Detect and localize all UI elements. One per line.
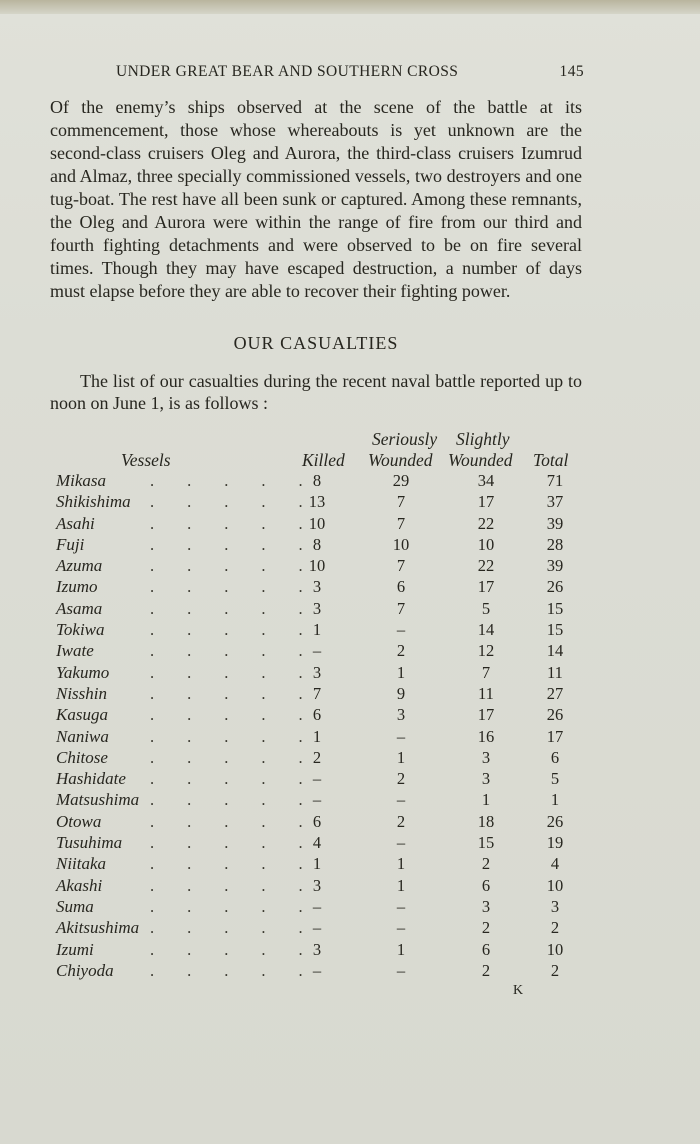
seriously-wounded-cell: 29 [392,471,410,490]
leader-dots: . . . . . [150,598,303,618]
killed-cell: 3 [312,939,322,959]
table-row [0,599,700,620]
header-vessels: Vessels [121,450,171,470]
seriously-wounded-cell: – [396,790,406,810]
table-row [0,663,700,684]
killed-cell: 4 [312,833,322,853]
header-seriously-wounded: Wounded [368,450,433,470]
seriously-wounded-cell: 7 [396,598,406,618]
vessel-name: Izumi [56,939,94,959]
slightly-wounded-cell: 17 [477,705,495,725]
table-row [0,812,700,833]
running-head-title: UNDER GREAT BEAR AND SOUTHERN CROSS [116,63,459,80]
table-row [0,535,700,556]
header-slightly-wounded: Wounded [448,450,513,470]
total-cell: 26 [546,811,564,831]
seriously-wounded-cell: 1 [396,662,406,682]
slightly-wounded-cell: 14 [477,620,495,640]
leader-dots: . . . . . [150,620,303,640]
killed-cell: – [312,918,322,938]
slightly-wounded-cell: 3 [481,896,491,916]
total-cell: 2 [550,960,560,980]
running-head [50,63,584,83]
killed-cell: 3 [312,875,322,895]
total-cell: 39 [546,556,564,576]
seriously-wounded-cell: – [396,896,406,916]
leader-dots: . . . . . [150,854,303,874]
killed-cell: 8 [312,471,322,490]
table-row [0,854,700,875]
table-row [0,748,700,769]
table-row [0,876,700,897]
body-paragraph-text: Of the enemy’s ships observed at the scene of the battle at its commencement, those whose whereabouts is yet unknown are the second-class cruisers Oleg and Aurora, the third-class cruisers Izumrud and Almaz, three specially commissioned vessels, two destroyers and one tug-boat. The rest have all been sunk or captured. Among these remnants, the Oleg and Aurora were within the range of fire from our third and fourth fighting detachments and were observed to be on fire several times. Though they may have escaped destruction, a number of days must elapse before they are able to recover their fighting power. [50,97,582,301]
leader-dots: . . . . . [150,747,303,767]
killed-cell: – [312,896,322,916]
seriously-wounded-cell: – [396,726,406,746]
slightly-wounded-cell: 11 [478,683,494,703]
table-row [0,471,700,492]
table-row [0,684,700,705]
vessel-name: Nisshin [56,683,108,703]
vessel-name: Suma [56,896,94,916]
seriously-wounded-cell: 10 [392,534,410,554]
vessel-name: Mikasa [56,471,107,490]
seriously-wounded-cell: 9 [396,683,406,703]
killed-cell: 10 [308,556,326,576]
leader-dots: . . . . . [150,726,303,746]
seriously-wounded-cell: – [396,960,406,980]
total-cell: 28 [546,534,564,554]
slightly-wounded-cell: 22 [477,556,495,576]
seriously-wounded-cell: 2 [396,641,406,661]
slightly-wounded-cell: 22 [477,513,495,533]
slightly-wounded-cell: 34 [477,471,495,490]
total-cell: 37 [546,492,564,512]
leader-dots: . . . . . [150,790,303,810]
total-cell: 14 [546,641,564,661]
seriously-wounded-cell: – [396,918,406,938]
slightly-wounded-cell: 3 [481,769,491,789]
vessel-name: Tusuhima [56,833,123,853]
slightly-wounded-cell: 16 [477,726,495,746]
total-cell: 19 [546,833,564,853]
seriously-wounded-cell: 6 [396,577,406,597]
vessel-name: Asahi [56,513,95,533]
vessel-name: Niitaka [56,854,107,874]
header-total: Total [533,450,569,470]
vessel-name: Akitsushima [56,918,140,938]
vessel-name: Iwate [56,641,94,661]
total-cell: 6 [550,747,560,767]
vessel-name: Otowa [56,811,102,831]
leader-dots: . . . . . [150,960,303,980]
total-cell: 1 [550,790,560,810]
killed-cell: 6 [312,705,322,725]
leader-dots: . . . . . [150,556,303,576]
vessel-name: Fuji [56,534,85,554]
slightly-wounded-cell: 2 [481,854,491,874]
seriously-wounded-cell: 2 [396,811,406,831]
body-paragraph [50,96,582,303]
killed-cell: 10 [308,513,326,533]
table-row [0,918,700,939]
vessel-name: Izumo [56,577,98,597]
leader-dots: . . . . . [150,918,303,938]
vessel-name: Azuma [56,556,103,576]
leader-dots: . . . . . [150,577,303,597]
slightly-wounded-cell: 17 [477,577,495,597]
total-cell: 26 [546,705,564,725]
slightly-wounded-cell: 15 [477,833,495,853]
table-row [0,705,700,726]
table-row [0,790,700,811]
total-cell: 5 [550,769,560,789]
leader-dots: . . . . . [150,833,303,853]
vessel-name: Kasuga [56,705,108,725]
vessel-name: Hashidate [56,769,126,789]
total-cell: 15 [546,598,564,618]
vessel-name: Akashi [56,875,103,895]
seriously-wounded-cell: 7 [396,556,406,576]
leader-dots: . . . . . [150,811,303,831]
vessel-name: Chitose [56,747,108,767]
section-heading: OUR CASUALTIES [233,333,399,353]
slightly-wounded-cell: 7 [481,662,491,682]
table-row [0,641,700,662]
table-row [0,940,700,961]
slightly-wounded-cell: 2 [481,918,491,938]
header-slightly: Slightly [456,429,510,449]
table-row [0,577,700,598]
slightly-wounded-cell: 1 [481,790,491,810]
slightly-wounded-cell: 10 [477,534,495,554]
seriously-wounded-cell: 7 [396,492,406,512]
total-cell: 3 [550,896,560,916]
total-cell: 15 [546,620,564,640]
seriously-wounded-cell: 1 [396,875,406,895]
vessel-name: Asama [56,598,103,618]
killed-cell: – [312,960,322,980]
leader-dots: . . . . . [150,896,303,916]
killed-cell: 13 [308,492,326,512]
seriously-wounded-cell: 3 [396,705,406,725]
seriously-wounded-cell: 1 [396,747,406,767]
killed-cell: 8 [312,534,322,554]
page-number: 145 [559,63,584,80]
killed-cell: 1 [312,854,322,874]
seriously-wounded-cell: 1 [396,854,406,874]
table-row [0,769,700,790]
killed-cell: 1 [312,726,322,746]
killed-cell: – [312,790,322,810]
vessel-name: Matsushima [56,790,140,810]
total-cell: 11 [547,662,563,682]
killed-cell: – [312,641,322,661]
leader-dots: . . . . . [150,875,303,895]
killed-cell: – [312,769,322,789]
total-cell: 71 [546,471,564,490]
slightly-wounded-cell: 12 [477,641,495,661]
killed-cell: 3 [312,598,322,618]
table-row [0,897,700,918]
slightly-wounded-cell: 6 [481,939,491,959]
table-row [0,727,700,748]
table-row [0,514,700,535]
seriously-wounded-cell: – [396,620,406,640]
total-cell: 26 [546,577,564,597]
leader-dots: . . . . . [150,492,303,512]
table-row [0,492,700,513]
seriously-wounded-cell: 2 [396,769,406,789]
vessel-name: Yakumo [56,662,110,682]
killed-cell: 3 [312,577,322,597]
vessel-name: Chiyoda [56,960,114,980]
leader-dots: . . . . . [150,683,303,703]
total-cell: 39 [546,513,564,533]
leader-dots: . . . . . [150,939,303,959]
seriously-wounded-cell: 7 [396,513,406,533]
header-killed: Killed [302,450,345,470]
slightly-wounded-cell: 2 [481,960,491,980]
total-cell: 4 [550,854,560,874]
seriously-wounded-cell: 1 [396,939,406,959]
killed-cell: 2 [312,747,322,767]
leader-dots: . . . . . [150,662,303,682]
total-cell: 27 [546,683,564,703]
slightly-wounded-cell: 3 [481,747,491,767]
leader-dots: . . . . . [150,471,303,490]
slightly-wounded-cell: 17 [477,492,495,512]
table-body [0,471,700,982]
total-cell: 2 [550,918,560,938]
seriously-wounded-cell: – [396,833,406,853]
leader-dots: . . . . . [150,769,303,789]
killed-cell: 1 [312,620,322,640]
vessel-name: Naniwa [56,726,109,746]
header-seriously: Seriously [372,429,438,449]
total-cell: 10 [546,875,564,895]
signature-mark: K [513,983,524,998]
page-top-edge [0,0,700,14]
total-cell: 10 [546,939,564,959]
table-row [0,961,700,982]
intro-text: The list of our casualties during the recent naval battle reported up to noon on June 1, is as follows : [50,371,582,413]
killed-cell: 3 [312,662,322,682]
total-cell: 17 [546,726,564,746]
slightly-wounded-cell: 5 [481,598,491,618]
table-row [0,620,700,641]
leader-dots: . . . . . [150,513,303,533]
killed-cell: 7 [312,683,322,703]
table-row [0,833,700,854]
vessel-name: Tokiwa [56,620,105,640]
leader-dots: . . . . . [150,641,303,661]
slightly-wounded-cell: 18 [477,811,495,831]
leader-dots: . . . . . [150,705,303,725]
table-row [0,556,700,577]
vessel-name: Shikishima [56,492,131,512]
killed-cell: 6 [312,811,322,831]
slightly-wounded-cell: 6 [481,875,491,895]
leader-dots: . . . . . [150,534,303,554]
